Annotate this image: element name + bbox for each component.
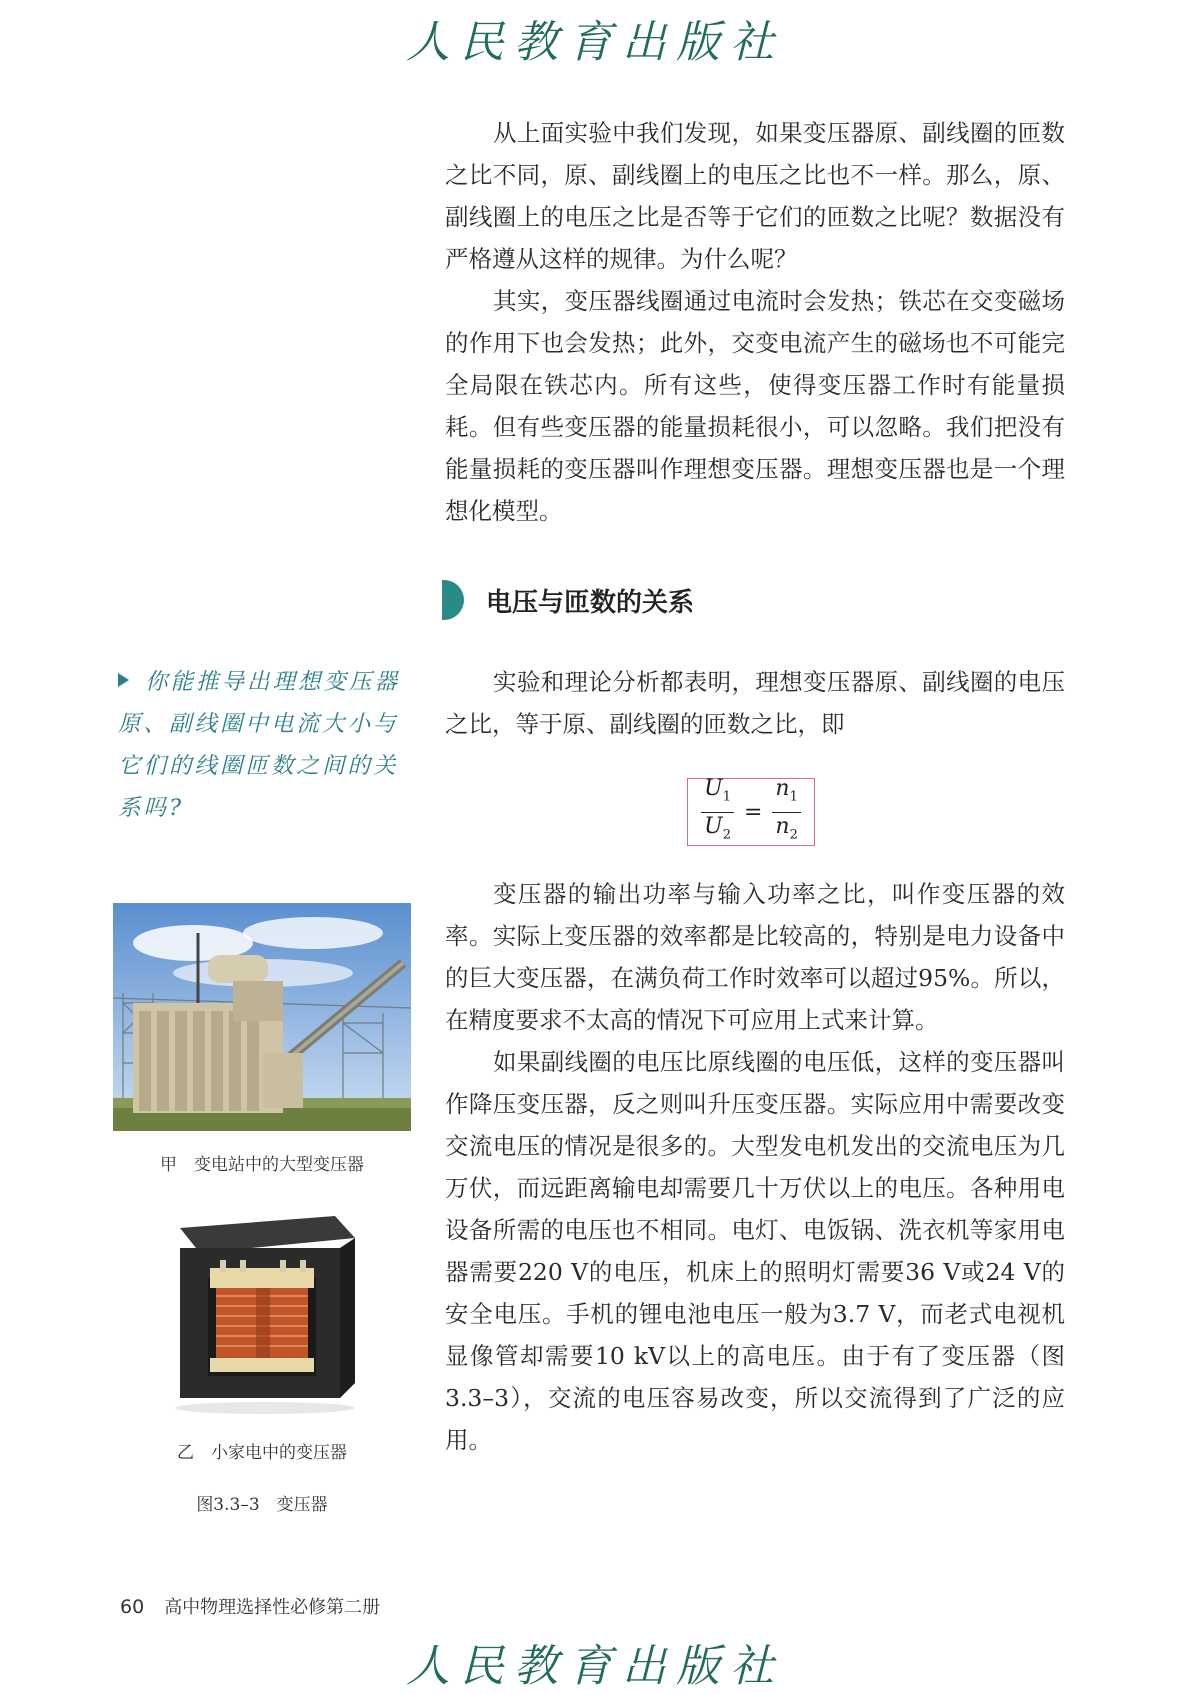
publisher-logo-bottom: 人民教育出版社 <box>406 1641 784 1692</box>
page-number: 60 <box>120 1596 145 1618</box>
equals-sign: = <box>743 799 763 825</box>
heading-marker-icon <box>442 580 464 620</box>
formula-subscript: 2 <box>722 826 731 842</box>
paragraph: 从上面实验中我们发现，如果变压器原、副线圈的匝数之比不同，原、副线圈上的电压之比也不一样。那么，原、副线圈上的电压之比是否等于它们的匝数之比呢？数据没有严格遵从这样的规律。为什么呢？ <box>445 119 1065 273</box>
formula-symbol: U <box>704 776 723 802</box>
margin-question <box>118 661 418 829</box>
formula-subscript: 1 <box>722 789 731 805</box>
triangle-bullet-icon <box>118 673 129 687</box>
caption-small-transformer: 乙 小家电中的变压器 <box>177 1443 347 1463</box>
figure-caption: 图3.3–3 变压器 <box>196 1495 328 1515</box>
paragraph: 实验和理论分析都表明，理想变压器原、副线圈的电压之比，等于原、副线圈的匝数之比，即 <box>445 668 1065 738</box>
main-text-block-1 <box>445 112 1065 532</box>
publisher-logo-top: 人民教育出版社 <box>406 17 784 68</box>
formula-symbol: U <box>704 813 723 839</box>
formula-subscript: 1 <box>789 789 798 805</box>
small-transformer-photo <box>160 1208 370 1418</box>
fraction-voltage <box>701 776 734 848</box>
fraction-turns <box>772 776 800 848</box>
margin-question-text: 你能推导出理想变压器原、副线圈中电流大小与它们的线圈匝数之间的关系吗? <box>118 669 401 821</box>
page-footer <box>120 1593 380 1619</box>
formula-symbol: n <box>775 813 790 839</box>
formula-subscript: 2 <box>789 826 798 842</box>
main-text-block-2 <box>445 661 1065 745</box>
book-title: 高中物理选择性必修第二册 <box>164 1597 381 1618</box>
substation-transformer-photo <box>113 903 411 1131</box>
paragraph: 其实，变压器线圈通过电流时会发热；铁芯在交变磁场的作用下也会发热；此外，交变电流产生的磁场也不可能完全局限在铁芯内。所有这些，使得变压器工作时有能量损耗。但有些变压器的能量损耗很小，可以忽略。我们把没有能量损耗的变压器叫作理想变压器。理想变压器也是一个理想化模型。 <box>445 287 1065 525</box>
voltage-ratio-formula <box>687 778 815 846</box>
formula-symbol: n <box>775 776 790 802</box>
main-text-block-3 <box>445 873 1065 1461</box>
paragraph: 如果副线圈的电压比原线圈的电压低，这样的变压器叫作降压变压器，反之则叫升压变压器。实际应用中需要改变交流电压的情况是很多的。大型发电机发出的交流电压为几万伏，而远距离输电却需要几十万伏以上的电压。各种用电设备所需的电压也不相同。电灯、电饭锅、洗衣机等家用电器需要220 V的电压，机床上的照明灯需要36 V或24 V的安全电压。手机的锂电池电压一般为3.7 V，而老式电视机显像管却需要10 kV以上的高电压。由于有了变压器（图3.3–3），交流的电压容易改变，所以交流得到了广泛的应用。 <box>445 1048 1065 1454</box>
section-heading <box>442 580 694 620</box>
paragraph: 变压器的输出功率与输入功率之比，叫作变压器的效率。实际上变压器的效率都是比较高的，特别是电力设备中的巨大变压器，在满负荷工作时效率可以超过95%。所以，在精度要求不太高的情况下可应用上式来计算。 <box>445 880 1065 1034</box>
section-heading-text: 电压与匝数的关系 <box>486 587 695 618</box>
caption-substation-transformer: 甲 变电站中的大型变压器 <box>160 1155 364 1175</box>
